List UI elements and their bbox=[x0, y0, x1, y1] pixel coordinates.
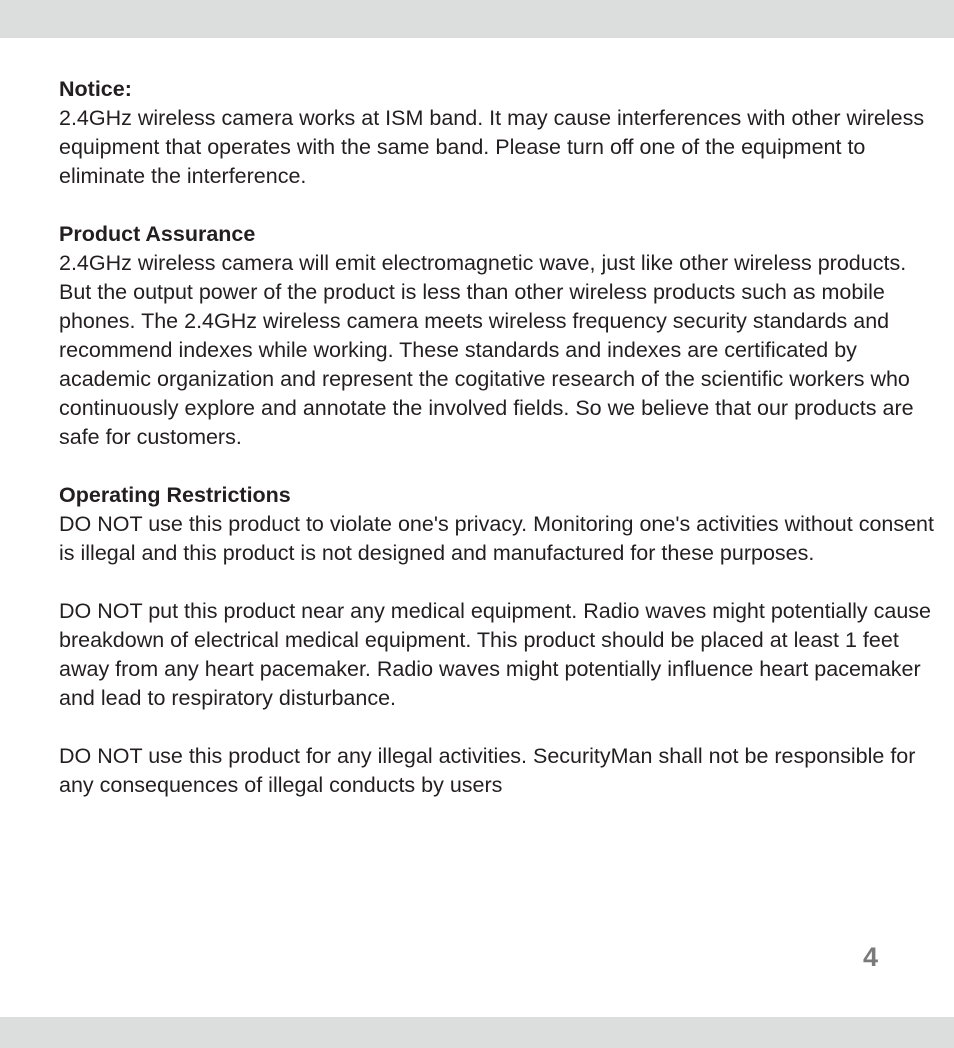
page-number: 4 bbox=[862, 942, 878, 972]
section-operating-restrictions bbox=[59, 481, 939, 800]
section-paragraph: DO NOT put this product near any medical equipment. Radio waves might potentially cause breakdown of electrical medical equipment. This product should be placed at least 1 feet away from any heart pacemaker. Radio waves might potentially influence heart pacemaker and lead to respiratory disturbance. bbox=[59, 599, 931, 710]
document-body bbox=[59, 75, 939, 829]
section-heading: Operating Restrictions bbox=[59, 483, 291, 507]
section-paragraph: DO NOT use this product to violate one's privacy. Monitoring one's activities without consent is illegal and this product is not designed and manufactured for these purposes. bbox=[59, 512, 934, 565]
section-notice bbox=[59, 75, 939, 191]
bottom-band bbox=[0, 1017, 954, 1048]
top-band bbox=[0, 0, 954, 38]
section-paragraph: DO NOT use this product for any illegal activities. SecurityMan shall not be responsible for any consequences of illegal conducts by users bbox=[59, 744, 916, 797]
section-heading: Notice: bbox=[59, 77, 132, 101]
section-product-assurance bbox=[59, 220, 939, 452]
section-paragraph: 2.4GHz wireless camera will emit electromagnetic wave, just like other wireless products. But the output power of the product is less than other wireless products such as mobile phones. The 2.4GHz wireless camera meets wireless frequency security standards and recommend indexes while working. These standards and indexes are certificated by academic organization and represent the cogitative research of the scientific workers who continuously explore and annotate the involved fields. So we believe that our products are safe for customers. bbox=[59, 251, 914, 449]
section-heading: Product Assurance bbox=[59, 222, 256, 246]
section-paragraph: 2.4GHz wireless camera works at ISM band. It may cause interferences with other wireless equipment that operates with the same band. Please turn off one of the equipment to eliminate the interference. bbox=[59, 106, 925, 188]
